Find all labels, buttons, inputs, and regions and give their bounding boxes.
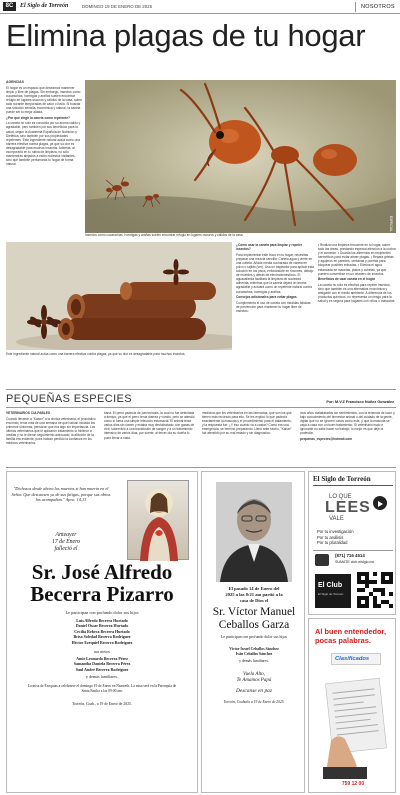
ad-paper-name: El Siglo de Torreón — [313, 475, 371, 483]
deceased2-name — [202, 606, 306, 631]
ant-photo-caption: Insectos como cucarachas, hormigas y arañas suelen encontrar refugio en lugares oscuros y cálidos de la casa. — [85, 233, 244, 237]
page-number: 8C — [3, 2, 16, 11]
subhead-benefits: Beneficios de usar canela en el hogar — [318, 277, 376, 282]
obit-line-1: Anteayer — [55, 532, 77, 538]
ad-slogan-main: LEES — [325, 499, 371, 516]
cinnamon-photo — [6, 242, 232, 350]
column-title: PEQUEÑAS ESPECIES — [6, 393, 133, 405]
deceased-name — [7, 561, 197, 605]
sacred-heart-image — [127, 480, 189, 560]
column-text-4: mos años malatratados sin sentimientos, con la tenencia de lucro y bajo conocimiento del bienestar animal o del cuidado de la gente, vigilar que no se ignoren casos como este, y que la mascota se vaya a casa con un buen tratamiento. Si veterinario malo e ignorante no sabe hacer su trabajo, lo mejor es que deje la profesión. — [300, 411, 395, 436]
deceased2-first-name: Sr. Víctor Manuel — [212, 606, 296, 618]
text-tips-intro: Complementa el uso de canela con medidas básicas de prevención para mantener tu hogar libre de insectos: — [236, 300, 311, 313]
obit-intro-lines — [11, 532, 121, 553]
column-text-3: medicina que los veterinarios en las farmacias, que son los que tienen más recursos para ello. Se les explicó lo que padecía exactamente la mascota y el procedimiento para el tratamiento, y la respuesta fue: ¿Y eso cuánto va a costar? Como era una emergencia, se terminó preparando. Lleno ante hecho, "Kaiser" fue atendido por su mal estado y sin diagnóstico. — [202, 411, 292, 436]
qr-code-icon — [357, 572, 393, 608]
obit-quote: "Dichosos desde ahora los muertos si han muerto en el Señor. Que descansen ya de sus fatigas, porque sus obras los acompañan." Apoc. 14,13 — [11, 486, 111, 503]
list-item: Cecilia Rebeca Becerra Hurtado — [74, 628, 130, 634]
list-item: Amir Leonardo Becerra Pérez — [76, 656, 128, 661]
play-icon — [373, 496, 387, 510]
obit2-children-list — [202, 647, 306, 658]
column-text-2: bana. El perro padecía de parvovirosis, la cual no fue detectada a tiempo, ya que el perro tenía diarrea y vómito, pero se atendió como si fuera una simple infección estomacal. El animal tenía varios días sin comer y estaba muy deshidratado; con ganas de vivir, sobrevivió a una transfusión de sangre y a un tratamiento intensivo de varios días, por suerte, al tercer día su dueña lo pudo llevar a casa. — [104, 411, 195, 440]
newspaper-hand-image — [315, 671, 393, 779]
list-item: Luis Alfredo Becerra Hurtado — [76, 618, 128, 623]
deceased-last-name: Becerra Pizarro — [30, 582, 174, 606]
ad-bullets — [317, 529, 354, 546]
issue-date: DOMINGO 19 DE ENERO DE 2025 — [82, 4, 153, 9]
paper-name: El Siglo de Torreón — [20, 3, 69, 9]
deceased2-last-name: Ceballos Garza — [218, 618, 290, 631]
column-text-1: Cuando llevaron a "Kaiser" a la clínica veterinaria, el pronóstico era malo; tenía más de una semana de que habían iniciado los primeros síntomas, pensaron que era algo sin importancia. Los últimos veterinarios que le aplicaron tratamiento lo hicieron a medias y no le dieron seguimiento adecuado; la aflicción de la familia era evidente, pues habían perdido la confianza en los médicos veterinarios. — [6, 416, 96, 446]
phone-icon — [315, 554, 329, 566]
list-item: Iván Ceballos Sánchez — [235, 652, 273, 657]
obit2-line-1: El pasado 14 de Enero del — [228, 586, 280, 591]
club-sub: El Siglo de Torreón — [318, 592, 344, 596]
obit-children-list — [7, 618, 197, 645]
obit2-rip: Descanse en paz — [236, 688, 272, 694]
list-item: Samantha Daniela Becerra Pérez — [73, 661, 131, 667]
ad-phone: (871) 716 4514 — [335, 553, 365, 558]
obit2-line-3: casa de Dios el — [239, 597, 269, 603]
newspaper-icon — [315, 671, 393, 779]
article-intro: El hogar es un espacio que deseamos mantener limpio y libre de plagas. Sin embargo, insectos como cucarachas, hormigas y arañas suelen encontrar refugio en lugares oscuros y cálidos de la casa, sobre todo durante temporadas de calor o lluvia. Si buscas una solución sencilla, económica y natural, la canela puede ser tu mejor aliada. — [6, 85, 83, 115]
column-col-4 — [300, 411, 396, 443]
section-name: NOSOTROS — [361, 3, 395, 10]
ad2-phone: 759 12 00 — [341, 781, 365, 787]
portrait-icon — [216, 482, 292, 582]
obituary-becerra — [6, 471, 198, 793]
cinnamon-illustration — [6, 242, 232, 350]
obit2-line-2: 2025 a las 8:21 am partió a la — [225, 591, 283, 597]
club-logo — [315, 574, 351, 608]
list-item: Víctor Israel Ceballos Sánchez — [229, 647, 279, 651]
list-item: Brisa Soledad Becerra Rodríguez — [73, 634, 131, 640]
obit-participants-intro: Le participan con profundo dolor sus hijos — [65, 610, 139, 615]
obit-place-date: Torreón, Coah., a 19 de Enero de 2025. — [72, 702, 132, 706]
column-author: Por: M.V.Z Francisco Núñez González — [326, 400, 394, 404]
ad2-brand: Clasificados — [335, 656, 370, 662]
ad2-title: Al buen entendedor, pocas palabras. — [315, 627, 387, 645]
article-right-column — [318, 243, 396, 305]
ad-slogan-bottom: VALE — [329, 516, 344, 522]
list-item: Por tu investigación — [317, 529, 354, 534]
list-item: Daniel Oscar Becerra Hurtado — [75, 623, 129, 629]
obit-mass-info: La misa de Exequias a celebrarse el domingo 19 de Enero en Nazareth. La misa será en la Parroquia de Santa Emilia a las 09:00 am. — [27, 684, 177, 693]
subhead-how-to: ¿Cómo usar la canela para limpiar y repeler insectos? — [236, 243, 303, 252]
obit2-farewell-line-1: Vuela Alto, — [242, 672, 266, 677]
classifieds-ad — [308, 618, 396, 793]
photo-credit: ESPECIAL — [389, 216, 393, 232]
list-item: Saul André Becerra Rodríguez — [75, 666, 129, 672]
deceased-photo — [216, 482, 292, 582]
obituary-ceballos — [201, 471, 305, 793]
text-tips: • Realiza una limpieza frecuente en tu hogar, sobre todo las áreas, prestando especial atención a la cocina y el comedor. • Guarda los alimentos en recipientes herméticos para evitar atraer plagas. • Repara grietas y agujeros en paredes, ventanas y puertas para bloquear posibles entradas. • Elimina el agua estancada en macetas, platos y cubetas, ya que pueden convertirse en un criadero de insectos. — [318, 243, 396, 276]
article-headline: Elimina plagas de tu hogar — [6, 18, 366, 53]
text-benefits: La canela no sólo es efectiva para repeler insectos, sino que también es una alternativa económica y amigable con el medio ambiente. A diferencia de los productos químicos, no representa un riesgo para la salud y es segura para hogares con niños o mascotas. — [318, 282, 396, 304]
obit2-farewell — [202, 672, 306, 684]
cinnamon-photo-caption: Este ingrediente natural actúa como una barrera efectiva contra plagas, ya que su olor es desagradable para muchos insectos. — [6, 352, 186, 356]
obit2-farewell-line-2: Te Amamos Papá — [236, 678, 272, 683]
obit-grandchildren-label: sus nietos — [93, 649, 111, 654]
article-byline: AGENCIAS — [6, 80, 24, 84]
article-mid-column — [236, 243, 314, 315]
subhead-tips: Consejos adicionales para evitar plagas — [236, 295, 297, 300]
obit2-participants-intro: Le participan con profundo dolor sus hijos — [220, 635, 288, 639]
subhead-why-cinnamon: ¿Por qué elegir la canela como repelente? — [6, 115, 70, 120]
obit2-place-date: Torreón, Coahuila a 19 de Enero de 2025. — [223, 700, 285, 704]
text-why-cinnamon: La canela no sólo es conocida por su aroma cálido y agradable, pero también por sus beneficios para la salud, según la Academia Española de Nutrición y Dietética, sino también por sus propiedades repelentes. Este ingrediente natural actúa como una barrera efectiva contra plagas, ya que su olor es desagradable para muchos insectos. Además, al incorporarla en tu rutina de limpieza, no sólo mantendrás alejados a estos molestos visitantes, sino que también perfumarás tu hogar de forma natural. — [6, 121, 81, 167]
club-name: El Club — [318, 582, 343, 589]
obit2-others: y demás familiares. — [239, 659, 269, 663]
subscription-ad — [308, 471, 396, 615]
column-email: pequenas_especies@hotmail.com — [300, 437, 353, 442]
sacred-heart-icon — [128, 481, 190, 561]
classifieds-badge — [331, 653, 381, 665]
ad-slogan-top: LO QUE — [329, 494, 352, 500]
obit-grandchildren-list — [7, 656, 197, 672]
list-item: Por tu pluralidad — [317, 540, 348, 546]
obit-others: y demás familiares. — [86, 674, 118, 679]
page-header — [0, 0, 400, 14]
ad-sms: SUMATE club.elsiglo.mx — [335, 560, 375, 564]
ant-photo — [85, 80, 396, 233]
list-item: Héctor Ezequiel Becerra Rodríguez — [71, 639, 133, 645]
article-left-column — [6, 80, 82, 168]
text-how-to: Para implementar este truco en tu hogar, necesitas preparar una mezcla sencilla: Canela agua y vierte en una cubeta. Añade media cucharada de canela en polvo o rajitas (ver). Usa un trapeador para aplicar esta solución en los pisos, enfocándote en rincones, debajo de muebles y detrás de electrodomésticos. El aguacalienta facilitará la limpieza de suciedad adherida, mientras que la canela dejará un aroma agradable y actuará como un repelente natural contra cucarachas, hormigas y arañas. — [236, 252, 314, 294]
list-item: Por tu análisis — [317, 534, 344, 540]
obit-line-2: 17 de Enero — [51, 539, 81, 545]
ant-illustration — [85, 80, 396, 233]
column-subhead: VETERINARIOS CULPABLES — [6, 411, 51, 415]
obit-line-3: falleció el — [54, 546, 78, 552]
column-col-1 — [6, 411, 98, 447]
deceased-first-name: Sr. José Alfredo — [31, 560, 173, 584]
obit2-intro-lines — [202, 586, 306, 603]
